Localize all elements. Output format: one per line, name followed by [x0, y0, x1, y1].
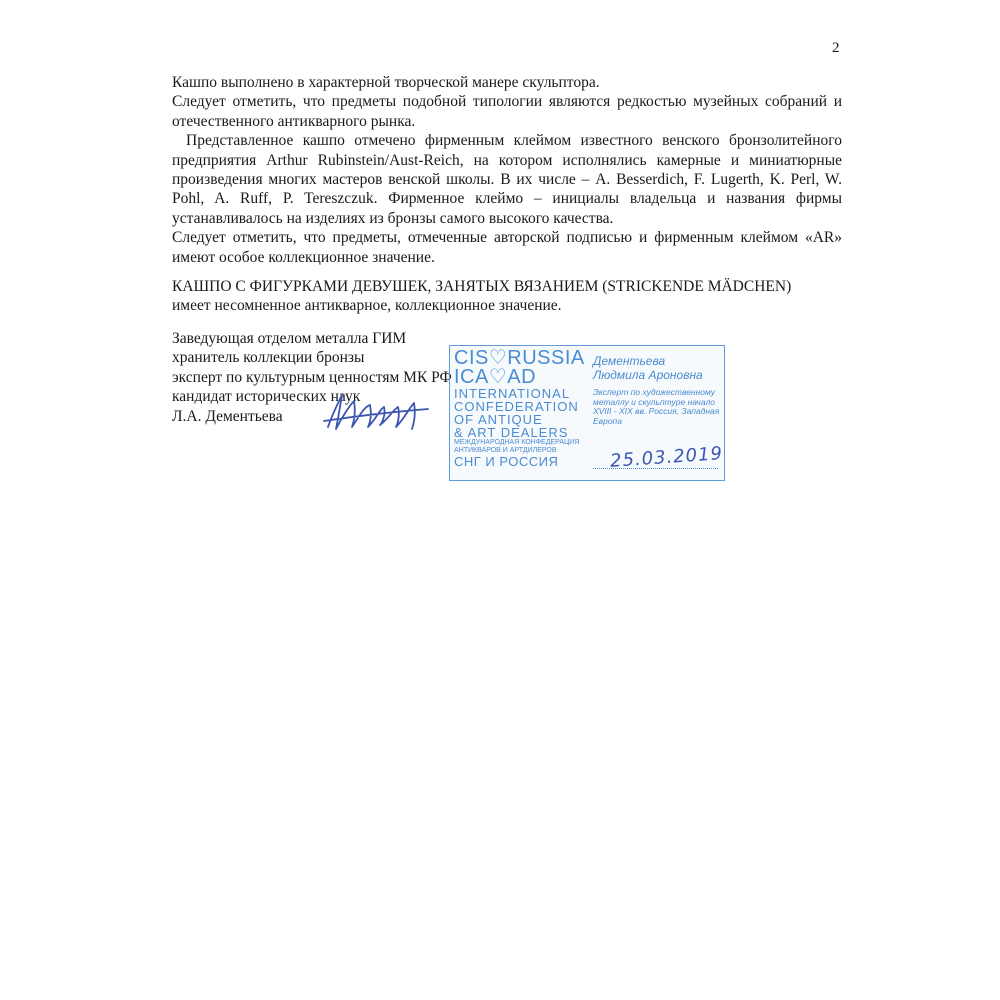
paragraph-2: Следует отметить, что предметы подобной типологии являются редкостью музейных собраний и отечественного антикварного рынка. [172, 93, 842, 130]
stamp-logo [454, 347, 585, 469]
conclusion-block [172, 277, 842, 316]
expert-certification: эксперт по культурным ценностям МК РФ [172, 368, 452, 386]
conclusion-text: имеет несомненное антикварное, коллекционное значение. [172, 297, 562, 315]
stamp-logo-line: АНТИКВАРОВ И АРТДИЛЕРОВ [454, 447, 557, 454]
conclusion-title: КАШПО С ФИГУРКАМИ ДЕВУШЕК, ЗАНЯТЫХ ВЯЗАНИЕМ (STRICKENDE MÄDCHEN) [172, 278, 792, 295]
expert-stamp [449, 345, 725, 481]
paragraph-4: Следует отметить, что предметы, отмеченные авторской подписью и фирменным клеймом «AR» имеют особое коллекционное значение. [172, 229, 842, 266]
page-number: 2 [832, 40, 840, 56]
stamp-date: 25.03.2019 [609, 443, 724, 472]
expert-name: Л.А. Дементьева [172, 407, 283, 425]
expert-position: Заведующая отделом металла ГИМ [172, 330, 407, 347]
stamp-logo-line: СНГ И РОССИЯ [454, 454, 559, 469]
expert-degree: кандидат исторических наук [172, 388, 361, 406]
signature-icon [320, 385, 435, 435]
paragraph-3: Представленное кашпо отмечено фирменным клеймом известного венского бронзолитейного предприятия Arthur Rubinstein/Aust-Reich, на котором исполнялись камерные и миниатюрные произведения многих мастеров венской школы. В их числе – A. Besserdich, F. Lugerth, K. Perl, W. Pohl, A. Ruff, P. Tereszczuk. Фирменное клеймо – инициалы владельца и названия фирмы устанавливалось на изделиях из бронзы самого высокого качества. [172, 132, 842, 227]
stamp-logo-line: INTERNATIONAL [454, 386, 571, 401]
stamp-logo-line: ICA♡AD [454, 366, 537, 388]
stamp-given-names: Людмила Ароновна [593, 368, 703, 382]
stamp-surname: Дементьева [593, 354, 666, 368]
stamp-expertise: Эксперт по художественному металлу и скульптуре начало XVIII - XIX вв. Россия, Западная Европа [593, 387, 720, 426]
description-block [172, 73, 842, 267]
stamp-logo-line: МЕЖДУНАРОДНАЯ КОНФЕДЕРАЦИЯ [454, 439, 580, 446]
stamp-logo-line: CONFEDERATION [454, 399, 579, 414]
stamp-date-line [593, 468, 718, 470]
stamp-logo-line: OF ANTIQUE [454, 412, 543, 427]
stamp-logo-line: & ART DEALERS [454, 425, 569, 440]
paragraph-1: Кашпо выполнено в характерной творческой манере скульптора. [172, 74, 600, 91]
stamp-details [593, 354, 723, 426]
expert-role: хранитель коллекции бронзы [172, 349, 365, 367]
stamp-logo-line: CIS♡RUSSIA [454, 347, 585, 369]
